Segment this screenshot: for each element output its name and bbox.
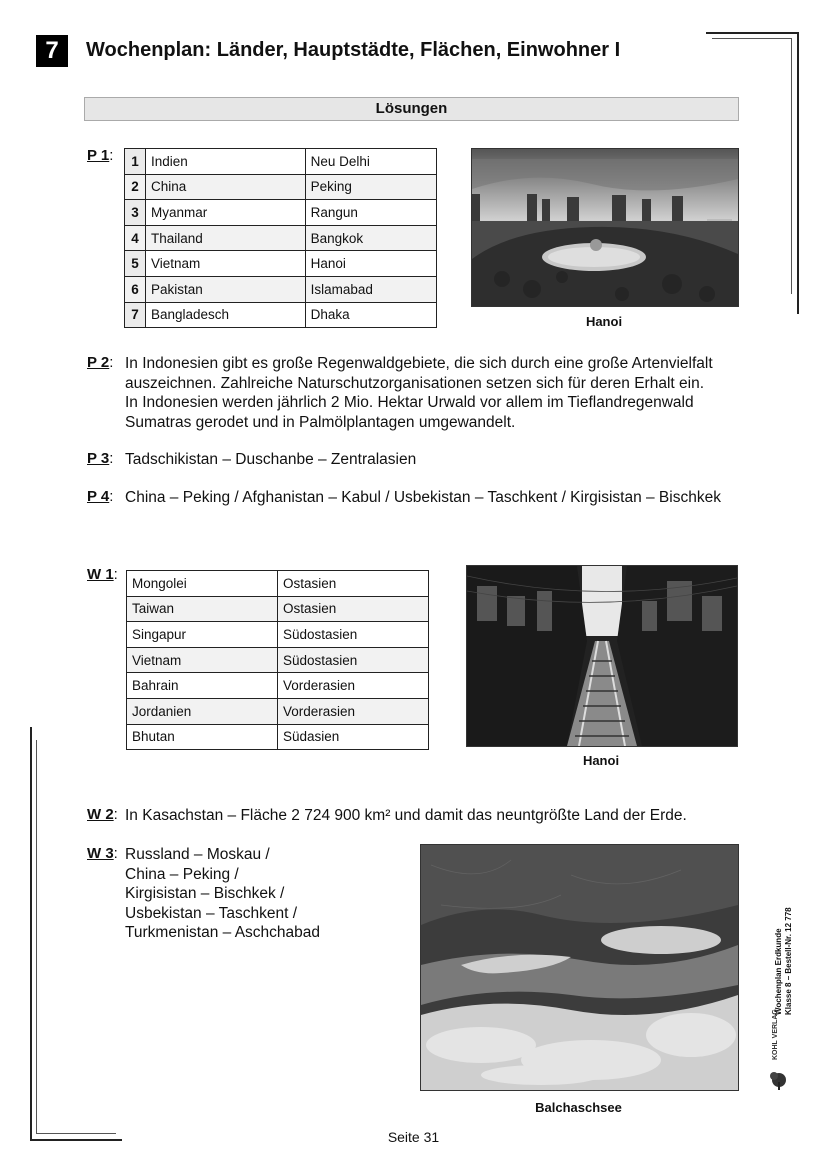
row-number: 1: [125, 149, 146, 175]
table-row: [127, 698, 429, 724]
p1-table: [124, 148, 437, 328]
p4-colon: :: [109, 488, 114, 505]
hanoi-city-photo: [471, 148, 739, 307]
country-cell: China: [146, 174, 306, 200]
table-row: [125, 174, 437, 200]
country-cell: Vietnam: [146, 251, 306, 277]
p3-label-wrap: [87, 450, 113, 468]
p4-label-wrap: [87, 488, 113, 506]
region-cell: Ostasien: [278, 571, 429, 597]
p4-label: P 4: [87, 488, 110, 505]
region-cell: Südostasien: [278, 622, 429, 648]
w3-line: Kirgisistan – Bischkek /: [125, 885, 285, 902]
w3-label-wrap: [87, 845, 118, 863]
table-row: [127, 647, 429, 673]
table-row: [125, 276, 437, 302]
region-cell: Ostasien: [278, 596, 429, 622]
p2-answer: [125, 354, 713, 432]
p1-colon: :: [109, 147, 114, 164]
hanoi-city-image: [472, 149, 738, 306]
table-row: [127, 673, 429, 699]
country-cell: Vietnam: [127, 647, 278, 673]
p1-label-wrap: [87, 147, 113, 165]
hanoi-caption-2: Hanoi: [582, 753, 620, 768]
w3-colon: :: [113, 845, 118, 862]
country-cell: Taiwan: [127, 596, 278, 622]
country-cell: Jordanien: [127, 698, 278, 724]
capital-cell: Neu Delhi: [305, 149, 436, 175]
w3-line: China – Peking /: [125, 865, 239, 883]
capital-cell: Islamabad: [305, 276, 436, 302]
p1-label: P 1: [87, 147, 110, 164]
region-cell: Südostasien: [278, 647, 429, 673]
publication-order-number: Klasse 8 – Bestell-Nr. 12 778: [784, 907, 793, 1015]
region-cell: Vorderasien: [278, 673, 429, 699]
capital-cell: Hanoi: [305, 251, 436, 277]
balchaschsee-caption: Balchaschsee: [535, 1100, 622, 1115]
table-row: [125, 225, 437, 251]
worksheet-number: 7: [36, 35, 68, 67]
w2-colon: :: [113, 806, 118, 823]
w1-label: W 1: [87, 566, 114, 583]
country-cell: Indien: [146, 149, 306, 175]
row-number: 2: [125, 174, 146, 200]
w1-colon: :: [113, 566, 118, 583]
frame-corner-bottom-left-inner: [36, 740, 116, 1134]
p3-colon: :: [109, 450, 114, 467]
country-cell: Thailand: [146, 225, 306, 251]
capital-cell: Bangkok: [305, 225, 436, 251]
country-cell: Bahrain: [127, 673, 278, 699]
p2-line: In Indonesien gibt es große Regenwaldgebiete, die sich durch eine große Artenvielfalt: [125, 355, 713, 372]
table-row: [125, 200, 437, 226]
hanoi-caption-1: Hanoi: [585, 314, 623, 329]
country-cell: Myanmar: [146, 200, 306, 226]
w2-label-wrap: [87, 806, 118, 824]
table-row: [127, 622, 429, 648]
w2-answer: In Kasachstan – Fläche 2 724 900 km² und damit das neuntgrößte Land der Erde.: [125, 807, 687, 824]
table-row: [127, 596, 429, 622]
w3-answer: [125, 845, 320, 943]
w1-label-wrap: [87, 566, 118, 584]
publisher-name: KOHL VERLAG: [772, 1009, 779, 1060]
row-number: 3: [125, 200, 146, 226]
p2-line: In Indonesien werden jährlich 2 Mio. Hektar Urwald vor allem im Tieflandregenwald: [125, 394, 694, 411]
p2-line: Sumatras gerodet und in Palmölplantagen umgewandelt.: [125, 413, 516, 431]
p4-answer: China – Peking / Afghanistan – Kabul / Usbekistan – Taschkent / Kirgisistan – Bischkek: [125, 489, 721, 506]
balchaschsee-satellite-image: [421, 845, 738, 1090]
w1-table: [126, 570, 429, 750]
p3-answer: Tadschikistan – Duschanbe – Zentralasien: [125, 451, 417, 468]
w3-line: Usbekistan – Taschkent /: [125, 904, 298, 922]
row-number: 6: [125, 276, 146, 302]
p3-label: P 3: [87, 450, 110, 467]
table-row: [127, 571, 429, 597]
publication-note-text: [774, 907, 794, 1015]
publication-note: [774, 905, 798, 1015]
table-row: [125, 149, 437, 175]
p2-line: auszeichnen. Zahlreiche Naturschutzorganisationen setzen sich für deren Erhalt ein.: [125, 374, 704, 392]
w3-label: W 3: [87, 845, 114, 862]
country-cell: Singapur: [127, 622, 278, 648]
p2-label-wrap: [87, 354, 113, 372]
table-row: [127, 724, 429, 750]
country-cell: Mongolei: [127, 571, 278, 597]
region-cell: Vorderasien: [278, 698, 429, 724]
country-cell: Bangladesch: [146, 302, 306, 328]
hanoi-train-street-photo: [466, 565, 738, 747]
region-cell: Südasien: [278, 724, 429, 750]
p2-label: P 2: [87, 354, 110, 371]
country-cell: Bhutan: [127, 724, 278, 750]
table-row: [125, 251, 437, 277]
w3-line: Russland – Moskau /: [125, 846, 270, 863]
row-number: 7: [125, 302, 146, 328]
p2-colon: :: [109, 354, 114, 371]
table-row: [125, 302, 437, 328]
publication-title: Wochenplan Erdkunde: [774, 928, 783, 1015]
w3-line: Turkmenistan – Aschchabad: [125, 924, 321, 941]
w2-label: W 2: [87, 806, 114, 823]
balchaschsee-satellite-photo: [420, 844, 739, 1091]
solutions-heading: Lösungen: [84, 97, 739, 121]
row-number: 5: [125, 251, 146, 277]
capital-cell: Dhaka: [305, 302, 436, 328]
country-cell: Pakistan: [146, 276, 306, 302]
page-number: Seite 31: [387, 1129, 440, 1145]
page-title: Wochenplan: Länder, Hauptstädte, Flächen, Einwohner I: [86, 39, 621, 61]
publisher-logo: [768, 1009, 790, 1092]
hanoi-train-street-image: [467, 566, 737, 746]
row-number: 4: [125, 225, 146, 251]
capital-cell: Rangun: [305, 200, 436, 226]
capital-cell: Peking: [305, 174, 436, 200]
